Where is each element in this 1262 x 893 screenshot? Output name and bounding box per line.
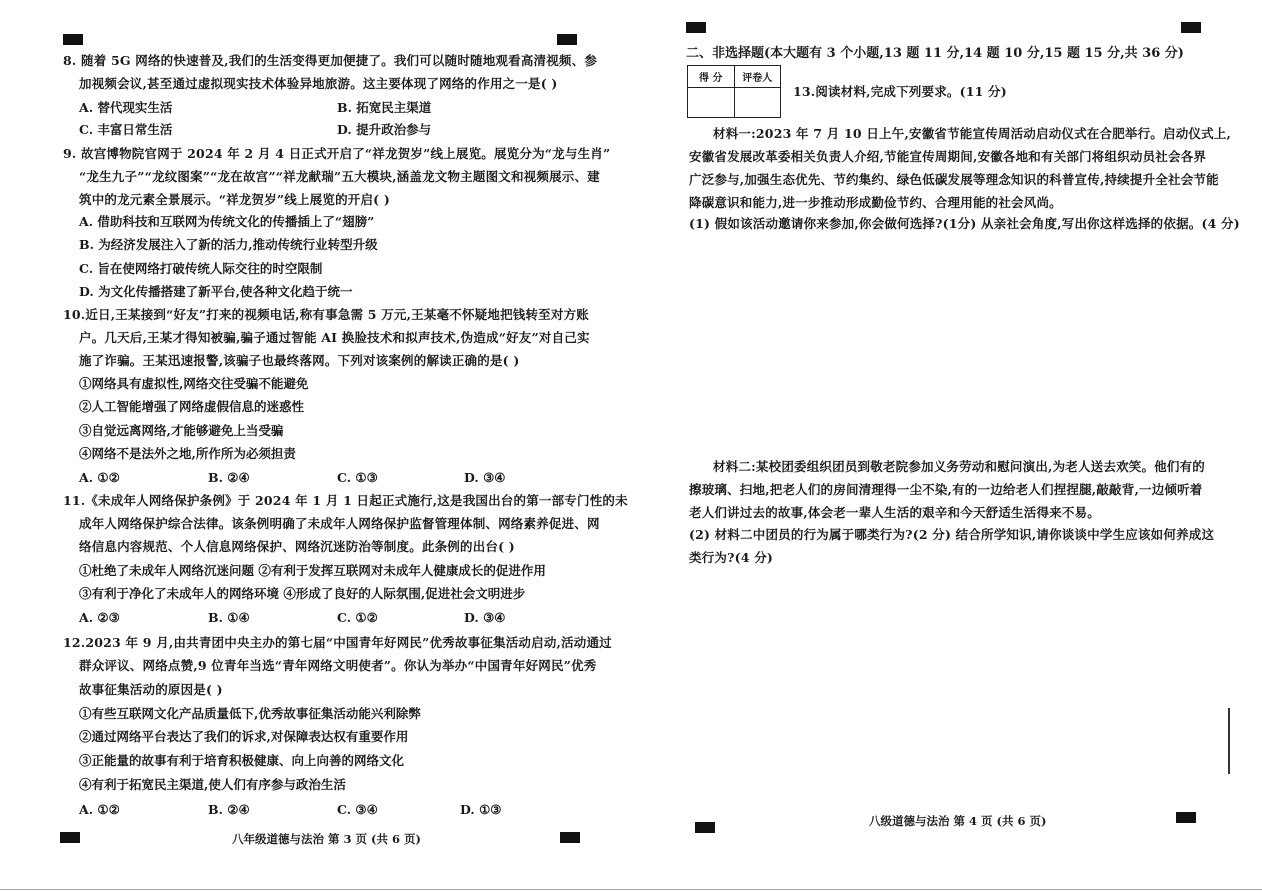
question-12-option: D. ①③ (460, 802, 502, 817)
question-12-option: C. ③④ (337, 802, 378, 817)
registration-mark (63, 34, 83, 45)
question-8-line: 8. 随着 5G 网络的快速普及,我们的生活变得更加便捷了。我们可以随时随地观看高清视频、参 (63, 53, 598, 68)
registration-mark (557, 34, 577, 45)
question-9-option: D. 为文化传播搭建了新平台,使各种文化趋于统一 (79, 284, 353, 299)
question-12-line: 故事征集活动的原因是( ) (79, 682, 223, 697)
question-12-line: 群众评议、网络点赞,9 位青年当选“青年网络文明使者”。你认为举办“中国青年好网民”优秀 (79, 658, 597, 673)
page-footer: 八级道德与法治 第 4 页 (共 6 页) (869, 814, 1047, 828)
scan-edge-mark (1228, 708, 1230, 774)
question-11-statement: ①杜绝了未成年人网络沉迷问题 ②有利于发挥互联网对未成年人健康成长的促进作用 (79, 563, 546, 578)
right-exam-page (631, 0, 1262, 893)
material-2-line: 老人们讲过去的故事,体会老一辈人生活的艰辛和今天舒适生活得来不易。 (689, 505, 1100, 520)
question-12-line: 12.2023 年 9 月,由共青团中央主办的第七届“中国青年好网民”优秀故事征集活动启动,活动通过 (63, 635, 612, 650)
sub-question-2: 类行为?(4 分) (689, 550, 774, 565)
question-12-option: B. ②④ (208, 802, 250, 817)
question-9-line: “龙生九子”“龙纹图案”“龙在故宫”“祥龙献瑞”五大模块,涵盖龙文物主题图文和视频展示、建 (79, 169, 600, 184)
material-1-line: 材料一:2023 年 7 月 10 日上午,安徽省节能宣传周活动启动仪式在合肥举行。启动仪式上, (713, 126, 1232, 141)
question-9-line: 9. 故宫博物院官网于 2024 年 2 月 4 日正式开启了“祥龙贺岁”线上展览。展览分为“龙与生肖” (63, 146, 611, 161)
question-9-option: C. 旨在使网络打破传统人际交往的时空限制 (79, 261, 323, 276)
question-11-line: 成年人网络保护综合法律。该条例明确了未成年人网络保护监督管理体制、网络素养促进、网 (79, 516, 600, 531)
question-9-option: A. 借助科技和互联网为传统文化的传播插上了“翅膀” (79, 214, 375, 229)
question-8-option: D. 提升政治参与 (337, 122, 432, 137)
question-8-option: B. 拓宽民主渠道 (337, 100, 432, 115)
question-13-title: 13.阅读材料,完成下列要求。(11 分) (793, 84, 1007, 99)
question-11-line: 11.《未成年人网络保护条例》于 2024 年 1 月 1 日起正式施行,这是我国出台的第一部专门性的未 (63, 493, 628, 508)
material-1-line: 降碳意识和能力,进一步推动形成勤俭节约、合理用能的社会风尚。 (689, 195, 1062, 210)
sub-question-2: (2) 材料二中团员的行为属于哪类行为?(2 分) 结合所学知识,请你谈谈中学生应该如何养成这 (689, 527, 1215, 542)
material-1-line: 安徽省发展改革委相关负责人介绍,节能宣传周期间,安徽各地和有关部门将组织动员社会各界 (689, 149, 1207, 164)
score-table (687, 65, 781, 118)
question-10-option: D. ③④ (464, 470, 506, 485)
registration-mark (60, 832, 80, 843)
material-2-line: 擦玻璃、扫地,把老人们的房间清理得一尘不染,有的一边给老人们捏捏腿,敲敲背,一边倾听着 (689, 482, 1203, 497)
page-footer: 八年级道德与法治 第 3 页 (共 6 页) (232, 832, 421, 846)
score-cell (688, 88, 735, 118)
question-8-option: C. 丰富日常生活 (79, 122, 173, 137)
question-10-line: 10.近日,王某接到“好友”打来的视频电话,称有事急需 5 万元,王某毫不怀疑地把钱转至对方账 (63, 307, 589, 322)
question-10-line: 户。几天后,王某才得知被骗,骗子通过智能 AI 换脸技术和拟声技术,伪造成“好友”对自己实 (79, 330, 590, 345)
question-11-option: D. ③④ (464, 610, 506, 625)
registration-mark (686, 22, 706, 33)
grader-header: 评卷人 (734, 66, 781, 88)
question-10-statement: ②人工智能增强了网络虚假信息的迷惑性 (79, 399, 305, 414)
sub-question-1: (1) 假如该活动邀请你来参加,你会做何选择?(1分) 从亲社会角度,写出你这样选择的依据。(4 分) (689, 216, 1240, 231)
question-10-statement: ①网络具有虚拟性,网络交往受骗不能避免 (79, 376, 309, 391)
question-12-statement: ④有利于拓宽民主渠道,使人们有序参与政治生活 (79, 777, 346, 792)
section-title: 二、非选择题(本大题有 3 个小题,13 题 11 分,14 题 10 分,15 题 15 分,共 36 分) (686, 46, 1184, 61)
material-1-line: 广泛参与,加强生态优先、节约集约、绿色低碳发展等理念知识的科普宣传,持续提升全社会节能 (689, 172, 1219, 187)
score-header: 得 分 (688, 66, 735, 88)
question-11-statement: ③有利于净化了未成年人的网络环境 ④形成了良好的人际氛围,促进社会文明进步 (79, 586, 526, 601)
question-9-line: 筑中的龙元素全景展示。“祥龙贺岁”线上展览的开启( ) (79, 192, 390, 207)
scan-bottom-edge (0, 889, 1262, 890)
question-12-statement: ②通过网络平台表达了我们的诉求,对保障表达权有重要作用 (79, 729, 409, 744)
question-10-statement: ③自觉远离网络,才能够避免上当受骗 (79, 423, 284, 438)
registration-mark (1176, 812, 1196, 823)
question-12-statement: ①有些互联网文化产品质量低下,优秀故事征集活动能兴利除弊 (79, 706, 421, 721)
question-12-option: A. ①② (79, 802, 120, 817)
question-12-statement: ③正能量的故事有利于培育积极健康、向上向善的网络文化 (79, 753, 405, 768)
registration-mark (560, 832, 580, 843)
question-9-option: B. 为经济发展注入了新的活力,推动传统行业转型升级 (79, 237, 378, 252)
question-10-option: C. ①③ (337, 470, 378, 485)
question-11-option: A. ②③ (79, 610, 120, 625)
registration-mark (695, 822, 715, 833)
grader-cell (734, 88, 781, 118)
question-11-option: B. ①④ (208, 610, 250, 625)
question-10-statement: ④网络不是法外之地,所作所为必须担责 (79, 446, 296, 461)
question-8-line: 加视频会议,甚至通过虚拟现实技术体验异地旅游。这主要体现了网络的作用之一是( ) (79, 76, 558, 91)
question-11-line: 络信息内容规范、个人信息网络保护、网络沉迷防治等制度。此条例的出台( ) (79, 539, 515, 554)
question-10-option: A. ①② (79, 470, 120, 485)
question-8-option: A. 替代现实生活 (79, 100, 173, 115)
question-11-option: C. ①② (337, 610, 378, 625)
registration-mark (1181, 22, 1201, 33)
material-2-line: 材料二:某校团委组织团员到敬老院参加义务劳动和慰问演出,为老人送去欢笑。他们有的 (713, 459, 1205, 474)
question-10-line: 施了诈骗。王某迅速报警,该骗子也最终落网。下列对该案例的解读正确的是( ) (79, 353, 520, 368)
question-10-option: B. ②④ (208, 470, 250, 485)
